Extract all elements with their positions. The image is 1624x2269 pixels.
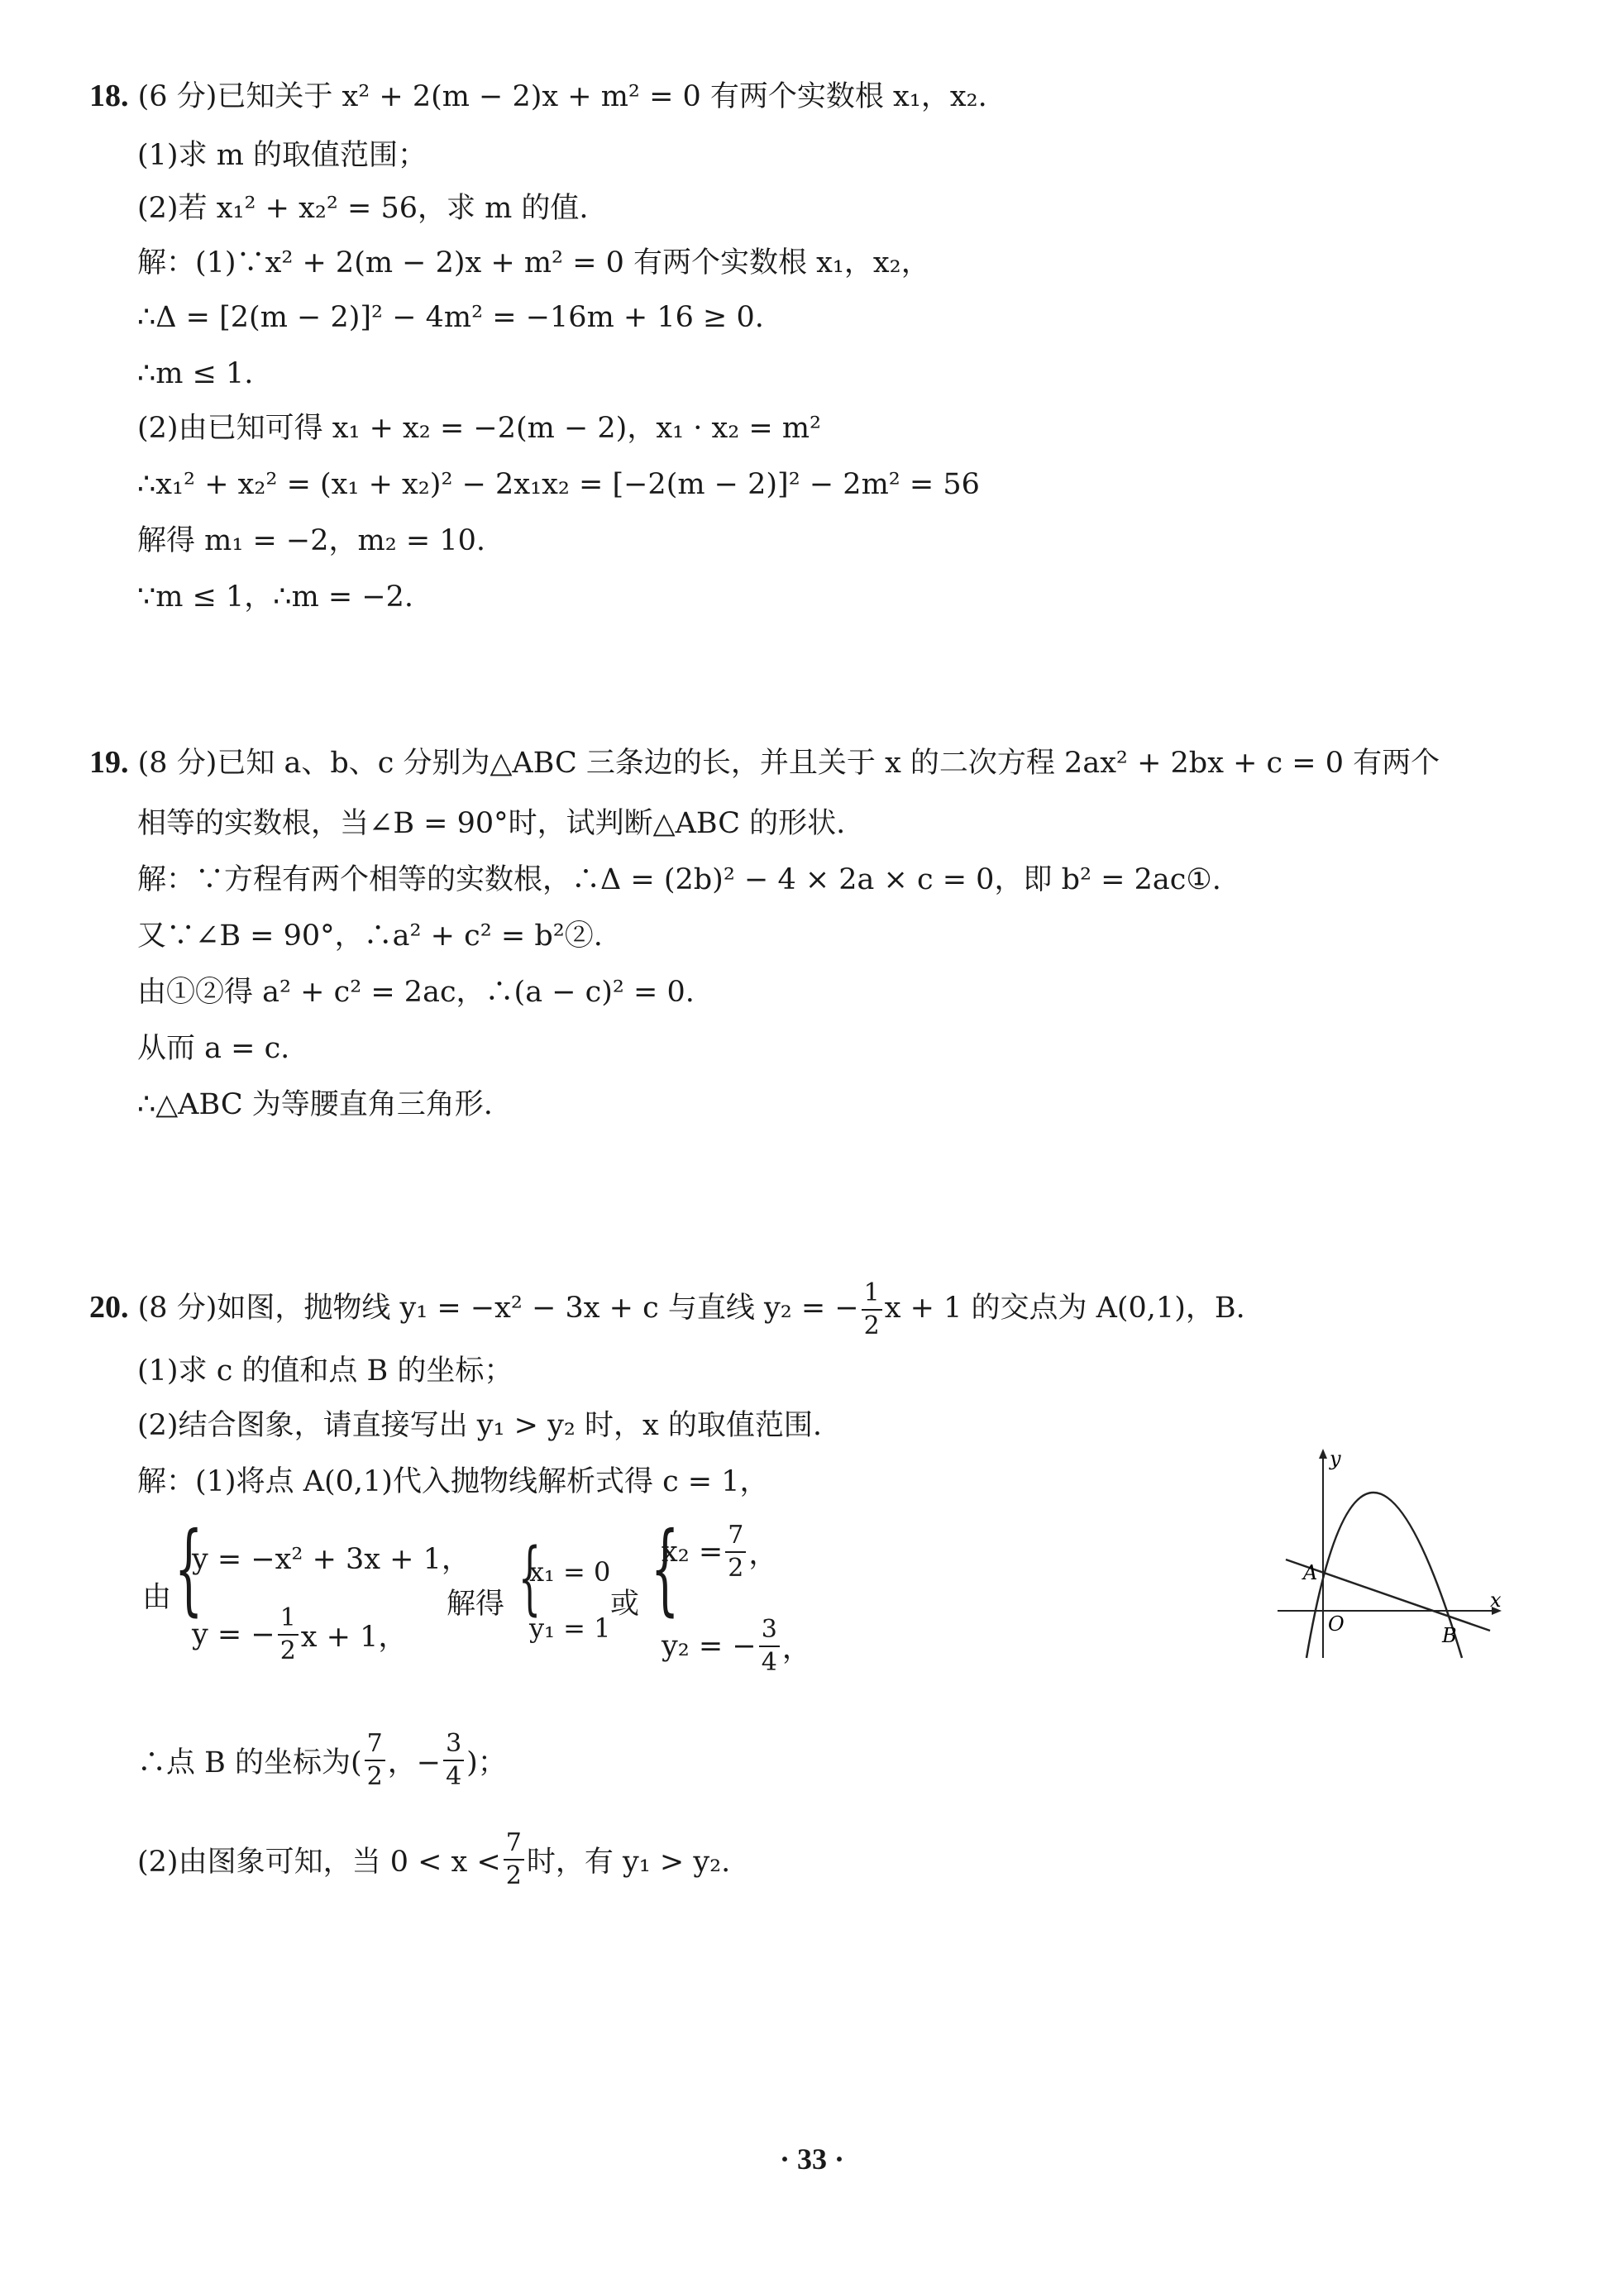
q19-sol-line-3: 由①②得 a² + c² = 2ac，∴(a − c)² = 0. [137, 976, 695, 1009]
q20-sys-eq2 [192, 1603, 407, 1667]
x-axis-label: x [1490, 1588, 1502, 1612]
q20-head-frac-num: 1 [862, 1278, 882, 1311]
frac-den: 2 [279, 1636, 296, 1665]
frac-den: 2 [505, 1861, 522, 1890]
frac-num: 7 [365, 1728, 385, 1761]
q20-sol-x2-frac [725, 1520, 746, 1584]
q19-heading [89, 743, 1440, 783]
frac-den: 2 [366, 1762, 383, 1791]
q20-sol-y2-pre: y₂ = − [662, 1630, 757, 1663]
page-number: · 33 · [779, 2142, 844, 2176]
q20-sol2-frac [504, 1827, 524, 1892]
q20-jiede: 解得 [447, 1588, 505, 1621]
q20-point-b-mid: ，− [387, 1746, 442, 1779]
q19-text-2: 相等的实数根，当∠B = 90°时，试判断△ABC 的形状. [137, 807, 846, 840]
q20-sol-y2 [662, 1614, 811, 1679]
q19-sol-line-1: 解：∵方程有两个相等的实数根，∴Δ = (2b)² − 4 × 2a × c = 0，即 b² = 2ac①. [137, 863, 1221, 896]
q18-text: (6 分)已知关于 x² + 2(m − 2)x + m² = 0 有两个实数根 x₁，x₂. [137, 80, 987, 113]
q20-point-b-frac-y [443, 1728, 464, 1793]
q20-sys-eq2-frac [278, 1603, 299, 1667]
q20-point-b-frac-x [365, 1728, 385, 1793]
q20-sys-eq2-post: x + 1， [300, 1621, 408, 1654]
q20-head-frac-den: 2 [863, 1311, 880, 1340]
q20-point-b [137, 1728, 507, 1793]
q20-point-b-pre: ∴点 B 的坐标为( [137, 1746, 362, 1779]
frac-den: 4 [761, 1648, 777, 1677]
q18-sol-line-2: ∴Δ = [2(m − 2)]² − 4m² = −16m + 16 ≥ 0. [137, 301, 764, 334]
q20-brace-1: { [174, 1512, 203, 1627]
q19-number: 19. [89, 745, 129, 780]
q19-sol-line-2: 又∵∠B = 90°，∴a² + c² = b²②. [137, 920, 603, 953]
q18-sol-line-5: ∴x₁² + x₂² = (x₁ + x₂)² − 2x₁x₂ = [−2(m − 2)]² − 2m² = 56 [137, 468, 980, 501]
parabola-line-figure [1273, 1447, 1505, 1670]
q20-sol-x2-pre: x₂ = [662, 1536, 724, 1569]
y-axis-label: y [1330, 1447, 1341, 1470]
q20-you-label: 由 [142, 1581, 172, 1614]
q20-sol-y1: y₁ = 1 [529, 1612, 611, 1644]
frac-num: 1 [278, 1603, 299, 1636]
q20-comma: ， [781, 1632, 811, 1665]
q20-head-fraction [862, 1278, 882, 1342]
q20-sol2-pre: (2)由图象可知，当 0 < x < [137, 1846, 501, 1879]
q18-sol-line-1: 解：(1)∵x² + 2(m − 2)x + m² = 0 有两个实数根 x₁，x₂， [137, 246, 930, 279]
q20-brace-3: { [650, 1512, 680, 1627]
q20-heading [89, 1270, 1245, 1345]
q20-huo: 或 [610, 1588, 640, 1621]
q19-sol-line-4: 从而 a = c. [137, 1032, 290, 1065]
point-b-label: B [1442, 1624, 1457, 1647]
q20-sys-eq2-pre: y = − [192, 1618, 275, 1651]
q18-sol-line-4: (2)由已知可得 x₁ + x₂ = −2(m − 2)，x₁ · x₂ = m² [137, 412, 822, 445]
y-axis-arrow-icon [1319, 1449, 1327, 1459]
frac-den: 2 [728, 1554, 744, 1583]
q20-part1: (1)求 c 的值和点 B 的坐标； [137, 1354, 513, 1388]
q20-sol-line-1: 解：(1)将点 A(0,1)代入抛物线解析式得 c = 1， [137, 1465, 769, 1498]
point-a-label: A [1303, 1561, 1318, 1584]
q18-part1: (1)求 m 的取值范围； [137, 139, 427, 172]
frac-num: 7 [504, 1827, 524, 1861]
q20-point-b-post: )； [466, 1746, 507, 1779]
q20-comma: ， [748, 1538, 778, 1571]
q19-sol-line-5: ∴△ABC 为等腰直角三角形. [137, 1088, 493, 1121]
q18-sol-line-3: ∴m ≤ 1. [137, 357, 254, 390]
q18-heading [89, 76, 987, 117]
frac-num: 3 [759, 1614, 780, 1647]
q20-sys-eq1: y = −x² + 3x + 1， [192, 1543, 470, 1576]
frac-num: 3 [443, 1728, 464, 1761]
q20-text-post: x + 1 的交点为 A(0,1)，B. [884, 1292, 1245, 1325]
q20-sol2-post: 时，有 y₁ > y₂. [526, 1846, 731, 1879]
q20-number: 20. [89, 1290, 129, 1325]
q20-text-pre: (8 分)如图，抛物线 y₁ = −x² − 3x + c 与直线 y₂ = − [137, 1292, 859, 1325]
q20-sol-y2-frac [759, 1614, 780, 1679]
q19-text: (8 分)已知 a、b、c 分别为△ABC 三条边的长，并且关于 x 的二次方程 2ax² + 2bx + c = 0 有两个 [137, 747, 1440, 780]
q18-sol-line-7: ∵m ≤ 1，∴m = −2. [137, 580, 414, 614]
q20-sol-x1: x₁ = 0 [529, 1556, 611, 1588]
q18-sol-line-6: 解得 m₁ = −2，m₂ = 10. [137, 524, 485, 557]
q20-sol-part2 [137, 1827, 730, 1892]
frac-num: 7 [725, 1520, 746, 1553]
q20-sol-x2 [662, 1520, 777, 1584]
q20-part2: (2)结合图象，请直接写出 y₁ > y₂ 时，x 的取值范围. [137, 1409, 823, 1442]
origin-label: O [1328, 1612, 1345, 1636]
frac-den: 4 [446, 1762, 462, 1791]
q18-part2: (2)若 x₁² + x₂² = 56，求 m 的值. [137, 192, 589, 225]
q20-brace-2: { [518, 1531, 542, 1624]
q18-number: 18. [89, 79, 129, 113]
